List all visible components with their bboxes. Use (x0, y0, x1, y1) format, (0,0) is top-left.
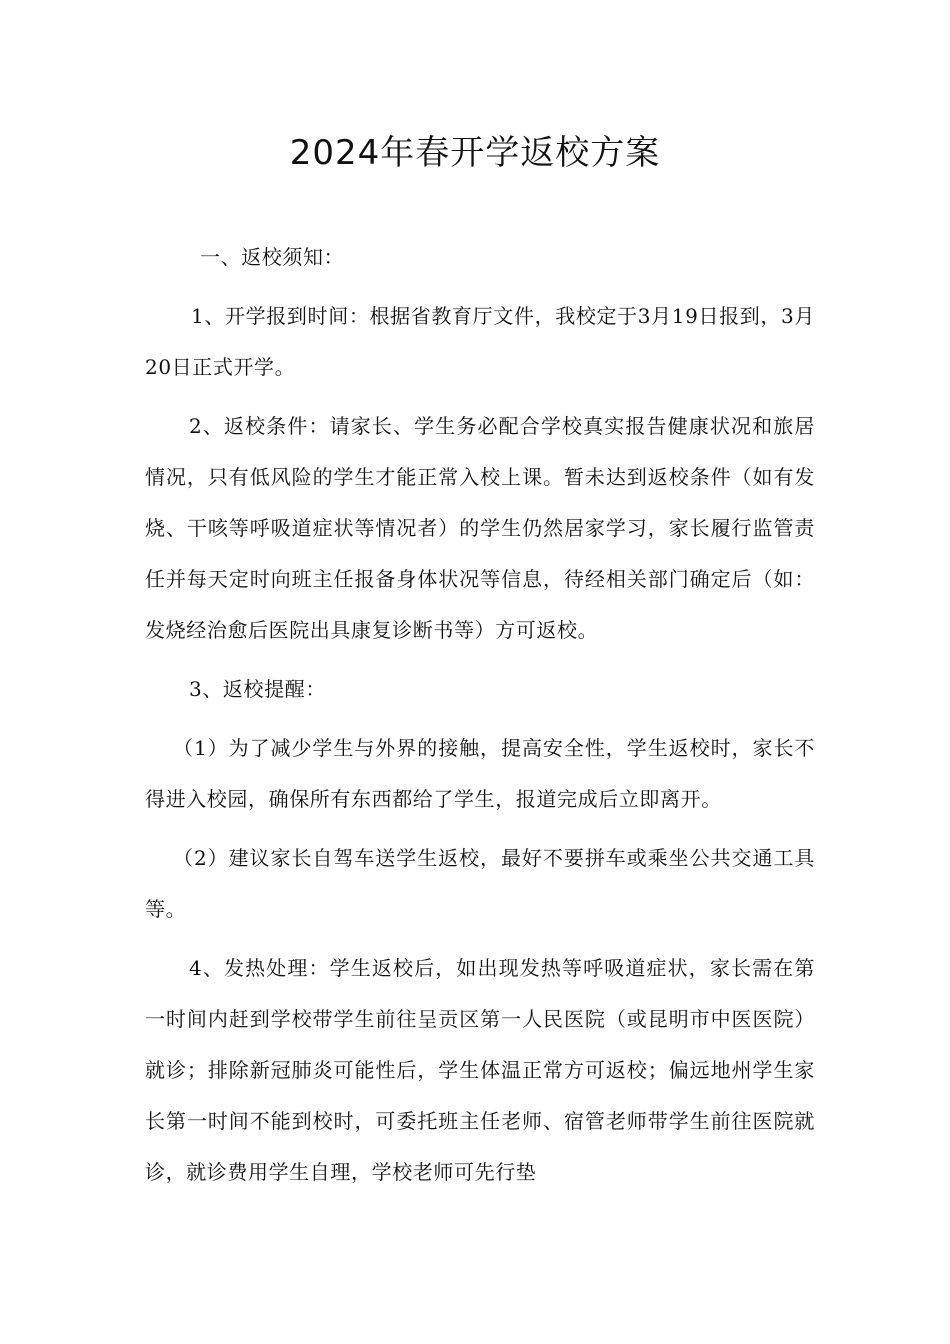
paragraph-registration-time: 1、开学报到时间：根据省教育厅文件，我校定于3月19日报到，3月20日正式开学。 (145, 304, 815, 379)
paragraph-fever-handling: 4、发热处理：学生返校后，如出现发热等呼吸道症状，家长需在第一时间内赶到学校带学生前往呈贡区第一人民医院（或昆明市中医医院）就诊；排除新冠肺炎可能性后，学生体温正常方可返校；偏远地州学生家长第一时间不能到校时，可委托班主任老师、宿管老师带学生前往医院就诊，就诊费用学生自理，学校老师可先行垫 (145, 956, 815, 1184)
paragraph-return-reminder-heading: 3、返校提醒： (189, 677, 326, 701)
document-title: 2024年春开学返校方案 (289, 133, 661, 173)
paragraph-return-conditions: 2、返校条件：请家长、学生务必配合学校真实报告健康状况和旅居情况，只有低风险的学生才能正常入校上课。暂未达到返校条件（如有发烧、干咳等呼吸道症状等情况者）的学生仍然居家学习，家长履行监管责任并每天定时向班主任报备身体状况等信息，待经相关部门确定后（如：发烧经治愈后医院出具康复诊断书等）方可返校。 (145, 414, 815, 642)
document-body (145, 232, 815, 1198)
paragraph-reminder-item-2: （2）建议家长自驾车送学生返校，最好不要拼车或乘坐公共交通工具等。 (145, 846, 815, 921)
paragraph-reminder-item-1: （1）为了减少学生与外界的接触，提高安全性，学生返校时，家长不得进入校园，确保所有东西都给了学生，报道完成后立即离开。 (145, 736, 815, 811)
section-heading: 一、返校须知： (200, 245, 345, 269)
